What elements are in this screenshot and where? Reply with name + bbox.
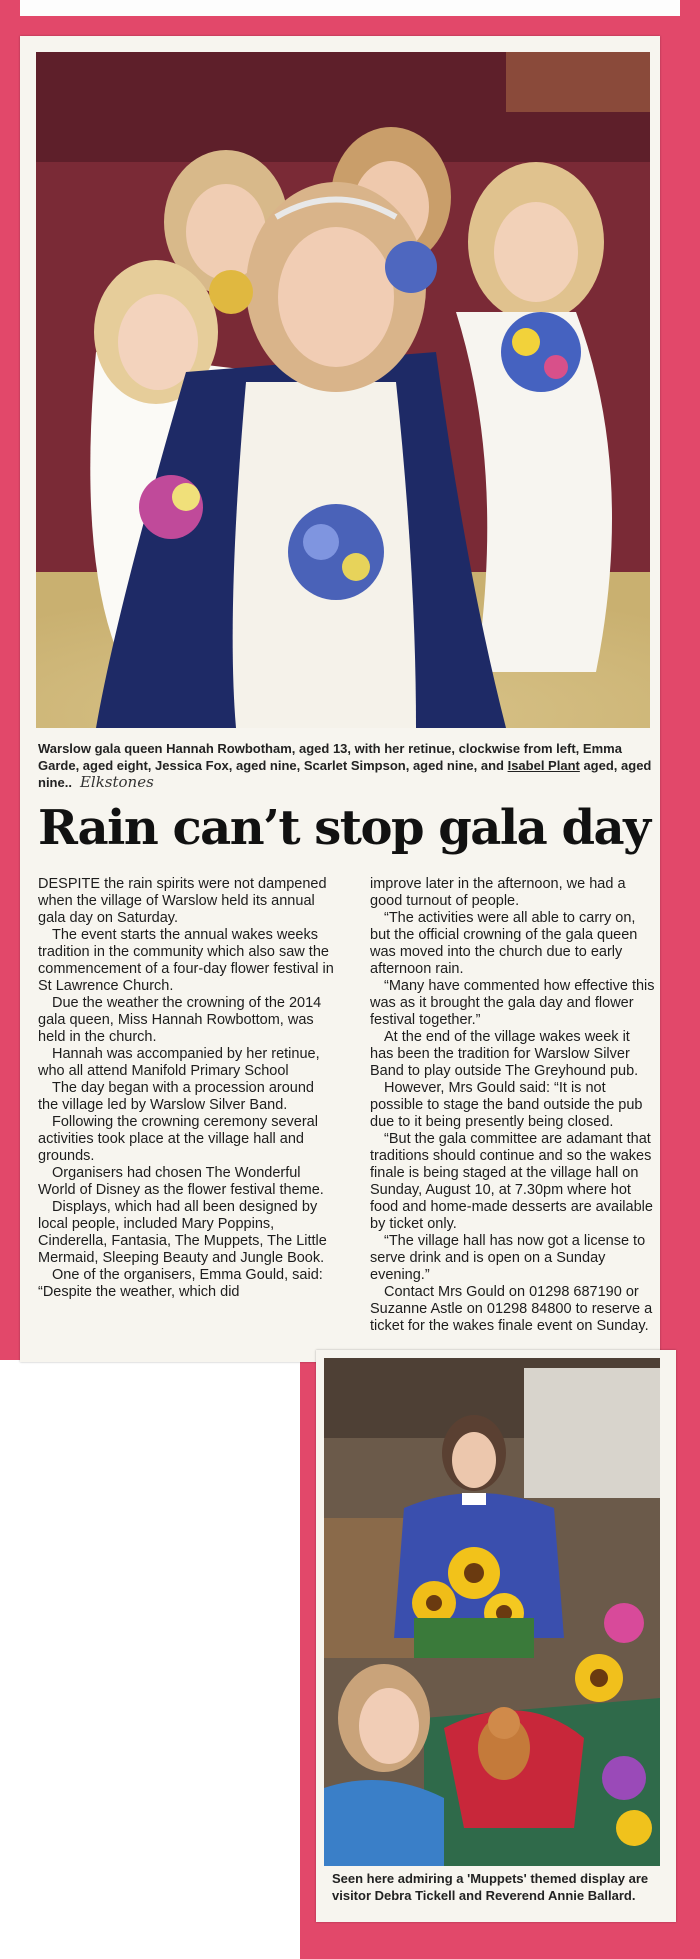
article-paragraph: “The village hall has now got a license to serve drink and is open on a Sunday evening.”: [370, 1233, 646, 1283]
photo-caption-top: [38, 740, 658, 791]
muppets-display-photo: [324, 1358, 660, 1866]
article-paragraph: Displays, which had all been designed by local people, included Mary Poppins, Cinderella, Fantasia, The Muppets, The Little Mermaid, Sleeping Beauty and Jungle Book.: [38, 1199, 327, 1266]
article-paragraph: The event starts the annual wakes weeks tradition in the community which also saw the commencement of a four-day flower festival in St Lawrence Church.: [38, 927, 334, 994]
article-column-1: [38, 876, 338, 1301]
article-paragraph: “Many have commented how effective this was as it brought the gala day and flower festival together.”: [370, 978, 655, 1028]
article-paragraph: “The activities were all able to carry on, but the official crowning of the gala queen was moved into the church due to early afternoon rain.: [370, 910, 638, 977]
article-paragraph: Hannah was accompanied by her retinue, who all attend Manifold Primary School: [38, 1046, 320, 1079]
caption-tail: aged, aged nine..: [38, 758, 652, 790]
gala-queen-photo: [36, 52, 650, 728]
clipping-top-edge: [20, 0, 680, 16]
article-paragraph: Following the crowning ceremony several activities took place at the village hall and grounds.: [38, 1114, 318, 1164]
headline: Rain can’t stop gala day: [38, 800, 650, 856]
article-paragraph: The day began with a procession around the village led by Warslow Silver Band.: [38, 1080, 314, 1113]
article-paragraph: One of the organisers, Emma Gould, said: “Despite the weather, which did: [38, 1267, 323, 1300]
handwritten-note: Elkstones: [79, 773, 154, 791]
article-paragraph: “But the gala committee are adamant that traditions should continue and so the wakes finale is being staged at the village hall on Sunday, August 10, at 7.30pm where hot food and home-made desserts are available by ticket only.: [370, 1131, 653, 1232]
article-paragraph: Organisers had chosen The Wonderful World of Disney as the flower festival theme.: [38, 1165, 324, 1198]
article-paragraph: Contact Mrs Gould on 01298 687190 or Suzanne Astle on 01298 84800 to reserve a ticket for the wakes finale event on Sunday.: [370, 1284, 653, 1334]
article-paragraph: DESPITE the rain spirits were not dampened when the village of Warslow held its annual gala day on Saturday.: [38, 876, 327, 926]
article-paragraph: improve later in the afternoon, we had a good turnout of people.: [370, 876, 626, 909]
article-paragraph: At the end of the village wakes week it has been the tradition for Warslow Silver Band to play outside The Greyhound pub.: [370, 1029, 639, 1079]
article-column-2: [370, 876, 656, 1335]
blank-backing: [0, 1360, 300, 1959]
article-paragraph: Due the weather the crowning of the 2014 gala queen, Miss Hannah Rowbottom, was held in the church.: [38, 995, 322, 1045]
caption-underlined-name: Isabel Plant: [507, 758, 580, 773]
photo-caption-bottom: Seen here admiring a 'Muppets' themed display are visitor Debra Tickell and Reverend Annie Ballard.: [332, 1871, 649, 1903]
caption-text: Warslow gala queen Hannah Rowbotham, aged 13, with her retinue, clockwise from left, Emma Garde, aged eight, Jessica Fox, aged nine, Scarlet Simpson, aged nine, and: [38, 741, 622, 773]
article-paragraph: However, Mrs Gould said: “It is not possible to stage the band outside the pub due to it being presently being closed.: [370, 1080, 643, 1130]
